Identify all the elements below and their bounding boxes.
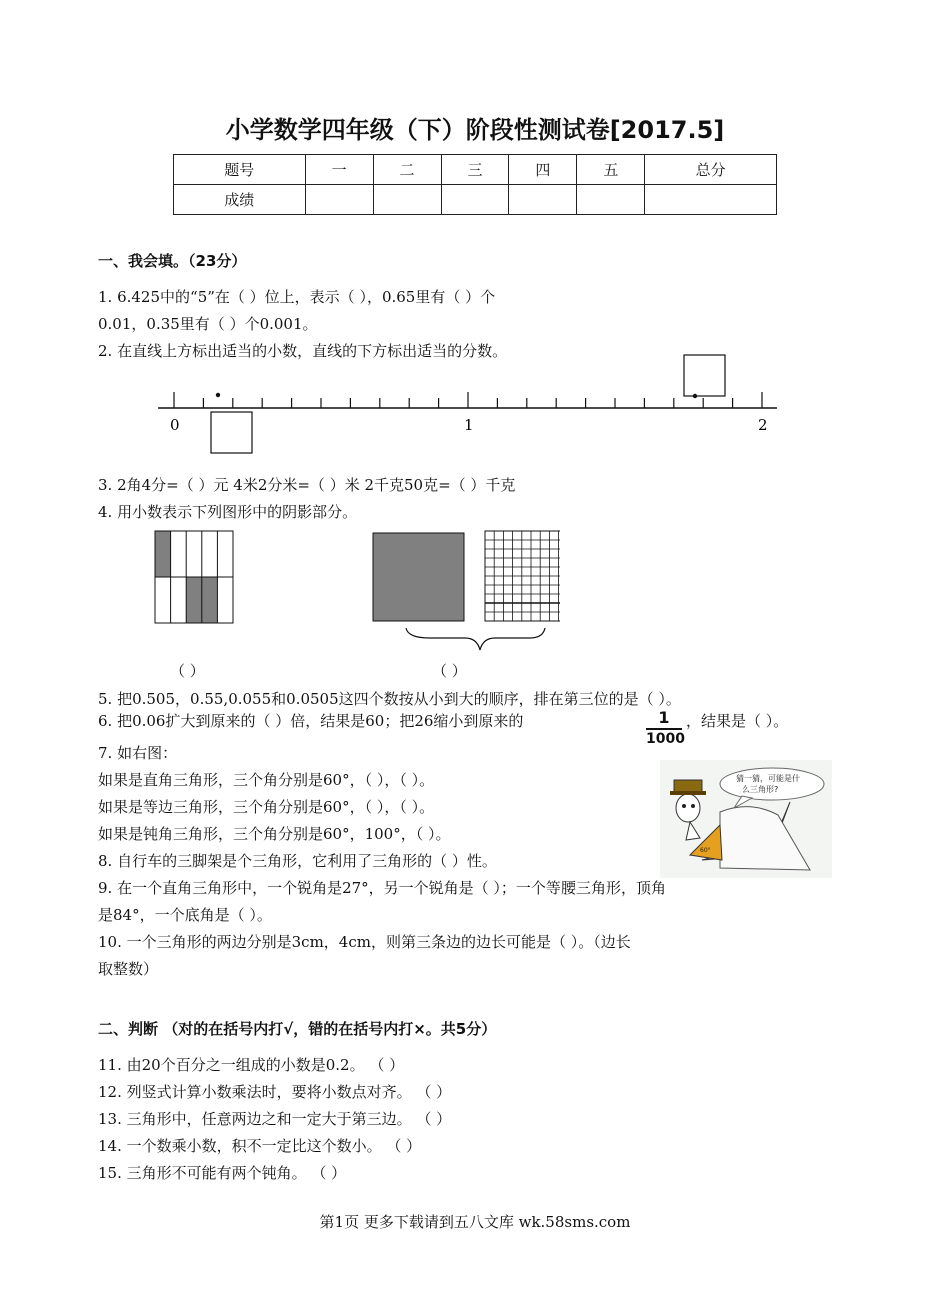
question-7c: 如果是钝角三角形，三个角分别是60°，100°，（ ）。: [98, 825, 451, 843]
answer-box-upper[interactable]: [684, 355, 725, 396]
question-4-answer-1: （ ）: [170, 662, 205, 680]
score-header-cell: 四: [509, 155, 577, 185]
score-header-cell: 总分: [645, 155, 777, 185]
fraction-1-1000: [646, 708, 685, 748]
question-4: 4. 用小数表示下列图形中的阴影部分。: [98, 503, 358, 521]
question-6-part1: 6. 把0.06扩大到原来的（ ）倍，结果是60；把26缩小到原来的: [98, 712, 524, 730]
question-8: 8. 自行车的三脚架是个三角形，它利用了三角形的（ ）性。: [98, 852, 497, 870]
page-footer: 第1页 更多下载请到五八文库 wk.58sms.com: [319, 1213, 631, 1231]
judge-item-15: 15. 三角形不可能有两个钝角。 （ ）: [98, 1164, 347, 1182]
judge-item-14: 14. 一个数乘小数，积不一定比这个数小。 （ ）: [98, 1137, 422, 1155]
question-1-line1: 1. 6.425中的“5”在（ ）位上，表示（ ），0.65里有（ ）个: [98, 288, 496, 306]
rabbit-icon: [676, 794, 700, 822]
answer-box-lower[interactable]: [211, 412, 252, 453]
score-table-score-row: [174, 185, 777, 215]
score-table-header-row: [174, 155, 777, 185]
shaded-figures: [150, 528, 560, 658]
question-7: 7. 如右图：: [98, 744, 178, 762]
question-10-line2: 取整数）: [98, 960, 159, 978]
question-7b: 如果是等边三角形，三个角分别是60°，（ ），（ ）。: [98, 798, 435, 816]
score-cell[interactable]: [645, 185, 777, 215]
judge-item-11: 11. 由20个百分之一组成的小数是0.2。 （ ）: [98, 1056, 405, 1074]
score-row-label: 成绩: [174, 185, 306, 215]
question-2: 2. 在直线上方标出适当的小数，直线的下方标出适当的分数。: [98, 342, 508, 360]
question-9-line1: 9. 在一个直角三角形中，一个锐角是27°，另一个锐角是（ ）；一个等腰三角形，顶角: [98, 879, 666, 897]
score-header-cell: 二: [373, 155, 441, 185]
score-table: [173, 154, 777, 215]
score-cell[interactable]: [373, 185, 441, 215]
section2-heading: 二、判断 （对的在括号内打√，错的在括号内打×。共5分）: [98, 1020, 497, 1038]
rabbit-triangle-illustration: [660, 760, 832, 878]
score-header-cell: 五: [577, 155, 645, 185]
speech-bubble: [720, 768, 824, 800]
question-1-line2: 0.01，0.35里有（ ）个0.001。: [98, 315, 318, 333]
question-9-line2: 是84°，一个底角是（ ）。: [98, 906, 272, 924]
judge-item-13: 13. 三角形中，任意两边之和一定大于第三边。 （ ）: [98, 1110, 452, 1128]
number-line-label-0: 0: [170, 416, 180, 434]
number-line-label-1: 1: [464, 416, 474, 434]
question-10-line1: 10. 一个三角形的两边分别是3cm，4cm，则第三条边的边长可能是（ ）。（边长: [98, 933, 631, 951]
figure-hundred-grid: [485, 531, 560, 621]
score-header-cell: 三: [441, 155, 509, 185]
question-4-answer-2: （ ）: [432, 662, 467, 680]
figure-full-square: [373, 533, 464, 621]
point-dot-left: [216, 393, 220, 397]
score-header-cell: 题号: [174, 155, 306, 185]
fraction-denominator: 1000: [646, 731, 685, 747]
score-cell[interactable]: [441, 185, 509, 215]
score-cell[interactable]: [305, 185, 373, 215]
number-line: [150, 350, 790, 460]
question-6-part2: ，结果是（ ）。: [686, 712, 789, 730]
triangle-angle-label: 60°: [700, 847, 711, 854]
question-3: 3. 2角4分=（ ）元 4米2分米=（ ）米 2千克50克=（ ）千克: [98, 476, 516, 494]
section1-heading: 一、我会填。（23分）: [98, 252, 247, 270]
number-line-label-2: 2: [758, 416, 768, 434]
bubble-text-line2: 么三角形?: [742, 785, 779, 794]
brace: [406, 628, 545, 650]
page-title: 小学数学四年级（下）阶段性测试卷[2017.5]: [225, 116, 725, 144]
judge-item-12: 12. 列竖式计算小数乘法时，要将小数点对齐。 （ ）: [98, 1083, 452, 1101]
score-cell[interactable]: [577, 185, 645, 215]
score-cell[interactable]: [509, 185, 577, 215]
fraction-numerator: 1: [646, 708, 682, 730]
score-header-cell: 一: [305, 155, 373, 185]
figure-bars: [155, 531, 233, 623]
point-dot-right: [693, 394, 697, 398]
question-7a: 如果是直角三角形，三个角分别是60°，（ ），（ ）。: [98, 771, 435, 789]
bubble-text-line1: 猜一猜，可能是什: [736, 774, 800, 783]
question-5: 5. 把0.505，0.55,0.055和0.0505这四个数按从小到大的顺序，排在第三位的是（ ）。: [98, 690, 681, 708]
